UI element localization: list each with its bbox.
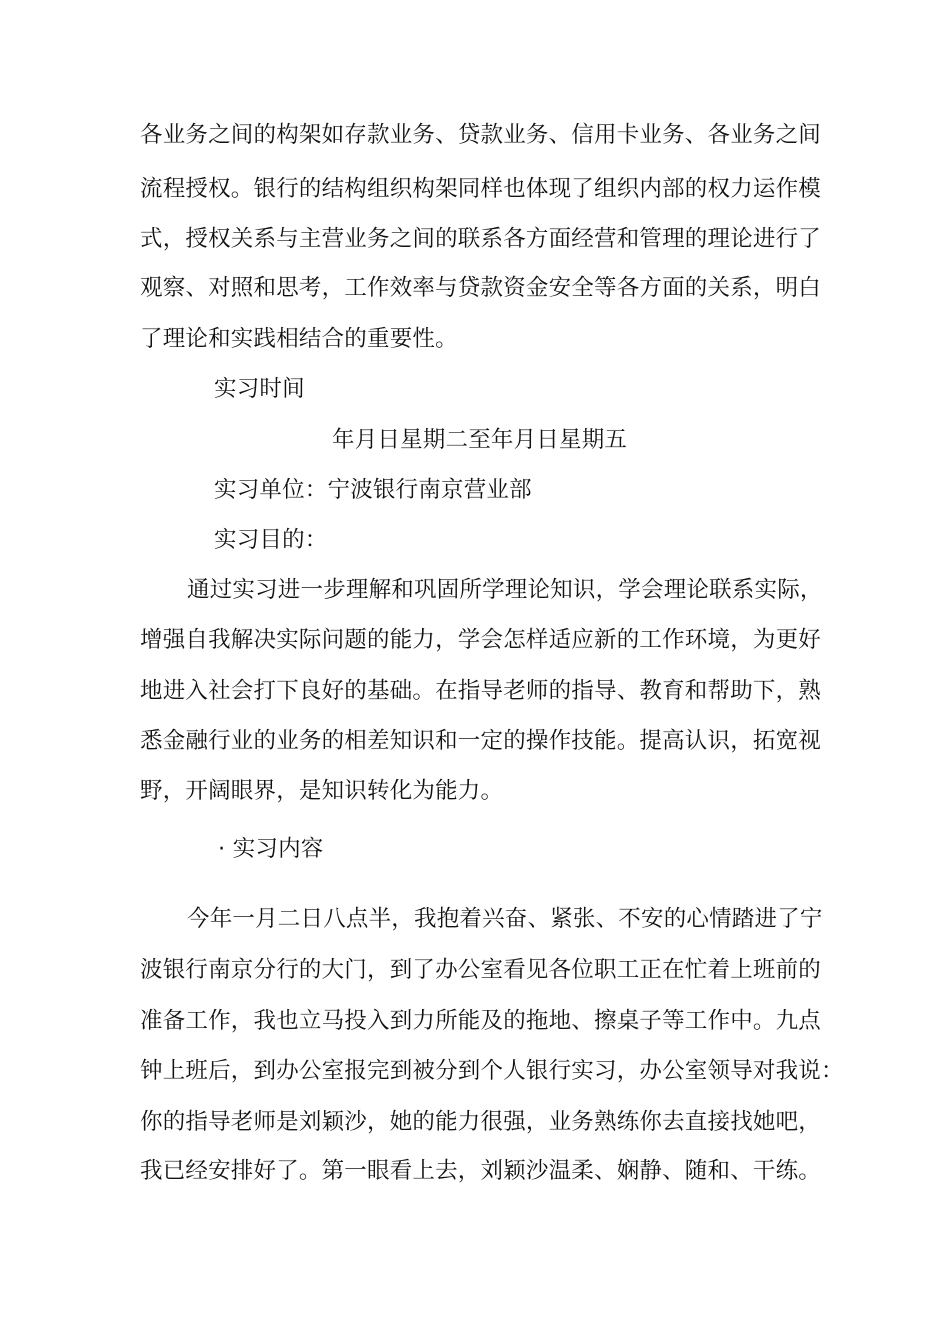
internship-unit: 实习单位：宁波银行南京营业部	[214, 477, 532, 503]
paragraph-line: 各业务之间的构架如存款业务、贷款业务、信用卡业务、各业务之间	[140, 122, 822, 148]
paragraph-line: 流程授权。银行的结构组织构架同样也体现了组织内部的权力运作模	[140, 176, 822, 202]
paragraph-line: 准备工作，我也立马投入到力所能及的拖地、擦桌子等工作中。九点	[140, 1008, 822, 1034]
paragraph-line: 了理论和实践相结合的重要性。	[140, 326, 458, 352]
internship-time-label: 实习时间	[214, 376, 305, 402]
paragraph-line: 通过实习进一步理解和巩固所学理论知识，学会理论联系实际，	[187, 577, 823, 603]
paragraph-line: 增强自我解决实际问题的能力，学会怎样适应新的工作环境，为更好	[140, 627, 822, 653]
internship-purpose-label: 实习目的：	[214, 527, 328, 553]
paragraph-line: 我已经安排好了。第一眼看上去，刘颖沙温柔、娴静、随和、干练。	[140, 1158, 822, 1184]
paragraph-line: 波银行南京分行的大门，到了办公室看见各位职工正在忙着上班前的	[140, 957, 822, 983]
paragraph-line: 野，开阔眼界，是知识转化为能力。	[140, 778, 504, 804]
internship-content-heading: · 实习内容	[218, 836, 324, 862]
internship-time-value: 年月日星期二至年月日星期五	[332, 427, 628, 453]
paragraph-line: 悉金融行业的业务的相差知识和一定的操作技能。提高认识，拓宽视	[140, 728, 822, 754]
paragraph-line: 观察、对照和思考，工作效率与贷款资金安全等各方面的关系，明白	[140, 275, 822, 301]
paragraph-line: 你的指导老师是刘颖沙，她的能力很强，业务熟练你去直接找她吧，	[140, 1109, 822, 1135]
paragraph-line: 今年一月二日八点半，我抱着兴奋、紧张、不安的心情踏进了宁	[187, 906, 823, 932]
paragraph-line: 地进入社会打下良好的基础。在指导老师的指导、教育和帮助下，熟	[140, 678, 822, 704]
paragraph-line: 钟上班后，到办公室报完到被分到个人银行实习，办公室领导对我说：	[140, 1058, 844, 1084]
paragraph-line: 式，授权关系与主营业务之间的联系各方面经营和管理的理论进行了	[140, 226, 822, 252]
